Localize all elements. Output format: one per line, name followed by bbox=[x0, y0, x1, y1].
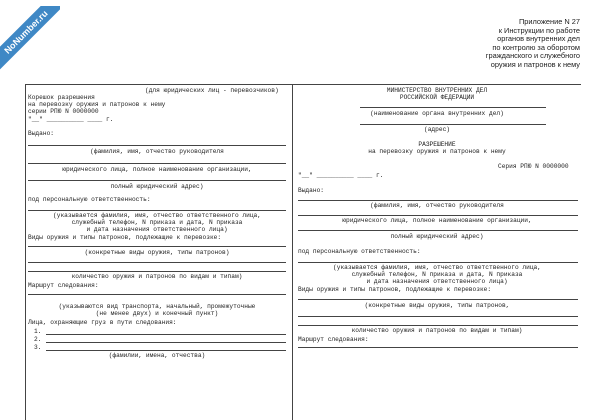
permit-series: Серия РПЮ N 0000000 bbox=[498, 163, 569, 170]
field-line bbox=[298, 215, 578, 216]
appendix-line: гражданского и служебного bbox=[485, 51, 580, 61]
caption: (не менее двух) и конечный пункт) bbox=[95, 310, 219, 317]
watermark-text: NoNumber.ru bbox=[2, 8, 50, 56]
appendix-line: Приложение N 27 bbox=[518, 17, 580, 26]
escort-number: 3. bbox=[34, 344, 42, 351]
permit-subtitle: на перевозку оружия и патронов к нему bbox=[368, 148, 506, 155]
field-line bbox=[298, 230, 578, 231]
stub-route-label: Маршрут следования: bbox=[28, 282, 99, 289]
caption: (указываются вид транспорта, начальный, промежуточные bbox=[58, 303, 256, 310]
permit-types-label: Виды оружия и типы патронов, подлежащие к перевозке: bbox=[298, 286, 492, 293]
caption: (указывается фамилия, имя, отчество ответственного лица, bbox=[53, 212, 261, 219]
caption: (конкретные виды оружия, типы патронов) bbox=[84, 249, 230, 256]
caption: полный юридический адрес) bbox=[390, 233, 484, 240]
watermark-ribbon bbox=[0, 6, 60, 70]
field-line bbox=[46, 334, 286, 335]
permit-issued-label: Выдано: bbox=[298, 187, 324, 194]
appendix-block bbox=[486, 18, 580, 70]
caption: (фамилии, имена, отчества) bbox=[108, 352, 206, 359]
stub-title-line: на перевозку оружия и патронов к нему bbox=[28, 101, 166, 108]
permit-route-label: Маршрут следования: bbox=[298, 336, 369, 343]
form-top-border bbox=[25, 84, 581, 85]
caption: (адрес) bbox=[424, 126, 450, 133]
field-line bbox=[298, 299, 578, 300]
caption: (конкретные виды оружия, типы патронов, bbox=[364, 302, 510, 309]
stub-series: серии РПЮ N 0000000 bbox=[28, 108, 99, 115]
field-line bbox=[28, 246, 286, 247]
field-line bbox=[46, 342, 286, 343]
permit-date: "__" __________ ____ г. bbox=[298, 172, 384, 179]
field-line bbox=[360, 124, 546, 125]
field-line bbox=[28, 262, 286, 263]
field-line bbox=[28, 163, 286, 164]
field-line bbox=[298, 347, 578, 348]
left-border bbox=[25, 84, 26, 420]
caption: служебный телефон, N приказа и дата, N приказа bbox=[71, 219, 243, 226]
field-line bbox=[28, 180, 286, 181]
caption: юридического лица, полное наименование организации, bbox=[62, 166, 252, 173]
caption: (наименование органа внутренних дел) bbox=[370, 110, 504, 117]
field-line bbox=[28, 271, 286, 272]
caption: количество оружия и патронов по видам и типам) bbox=[351, 327, 523, 334]
center-divider bbox=[292, 84, 293, 420]
caption: полный юридический адрес) bbox=[110, 183, 204, 190]
field-line bbox=[298, 200, 578, 201]
caption: и дата назначения ответственного лица) bbox=[366, 278, 508, 285]
escort-number: 2. bbox=[34, 336, 42, 343]
field-line bbox=[298, 262, 578, 263]
field-line bbox=[298, 325, 578, 326]
stub-issued-label: Выдано: bbox=[28, 130, 54, 137]
escort-number: 1. bbox=[34, 328, 42, 335]
ministry-name: РОССИЙСКОЙ ФЕДЕРАЦИИ bbox=[399, 94, 475, 101]
stub-types-label: Виды оружия и типы патронов, подлежащие к перевозке: bbox=[28, 234, 222, 241]
caption: количество оружия и патронов по видам и типам) bbox=[71, 273, 243, 280]
field-line bbox=[28, 145, 286, 146]
stub-header-note: (для юридических лиц - перевозчиков) bbox=[145, 87, 279, 94]
appendix-line: оружия и патронов к нему bbox=[490, 59, 580, 69]
permit-responsible-label: под персональную ответственность: bbox=[298, 248, 421, 255]
stub-escort-label: Лица, охраняющие груз в пути следования: bbox=[28, 319, 177, 326]
field-line bbox=[360, 107, 546, 108]
stub-title-line: Корешок разрешения bbox=[28, 94, 95, 101]
field-line bbox=[28, 294, 286, 295]
appendix-line: к Инструкции по работе bbox=[498, 25, 580, 35]
caption: и дата назначения ответственного лица) bbox=[86, 226, 228, 233]
caption: юридического лица, полное наименование организации, bbox=[342, 217, 532, 224]
caption: (фамилия, имя, отчество руководителя bbox=[370, 202, 504, 209]
field-line bbox=[46, 350, 286, 351]
permit-title: РАЗРЕШЕНИЕ bbox=[418, 141, 456, 148]
appendix-line: по контролю за оборотом bbox=[492, 42, 580, 52]
stub-responsible-label: под персональную ответственность: bbox=[28, 196, 151, 203]
field-line bbox=[28, 210, 286, 211]
caption: (фамилия, имя, отчество руководителя bbox=[90, 148, 224, 155]
field-line bbox=[298, 316, 578, 317]
caption: служебный телефон, N приказа и дата, N приказа bbox=[351, 271, 523, 278]
stub-date: "__" __________ ____ г. bbox=[28, 116, 114, 123]
appendix-line: органов внутренних дел bbox=[497, 34, 580, 44]
caption: (указывается фамилия, имя, отчество ответственного лица, bbox=[333, 264, 541, 271]
ministry-name: МИНИСТЕРСТВО ВНУТРЕННИХ ДЕЛ bbox=[386, 87, 488, 94]
